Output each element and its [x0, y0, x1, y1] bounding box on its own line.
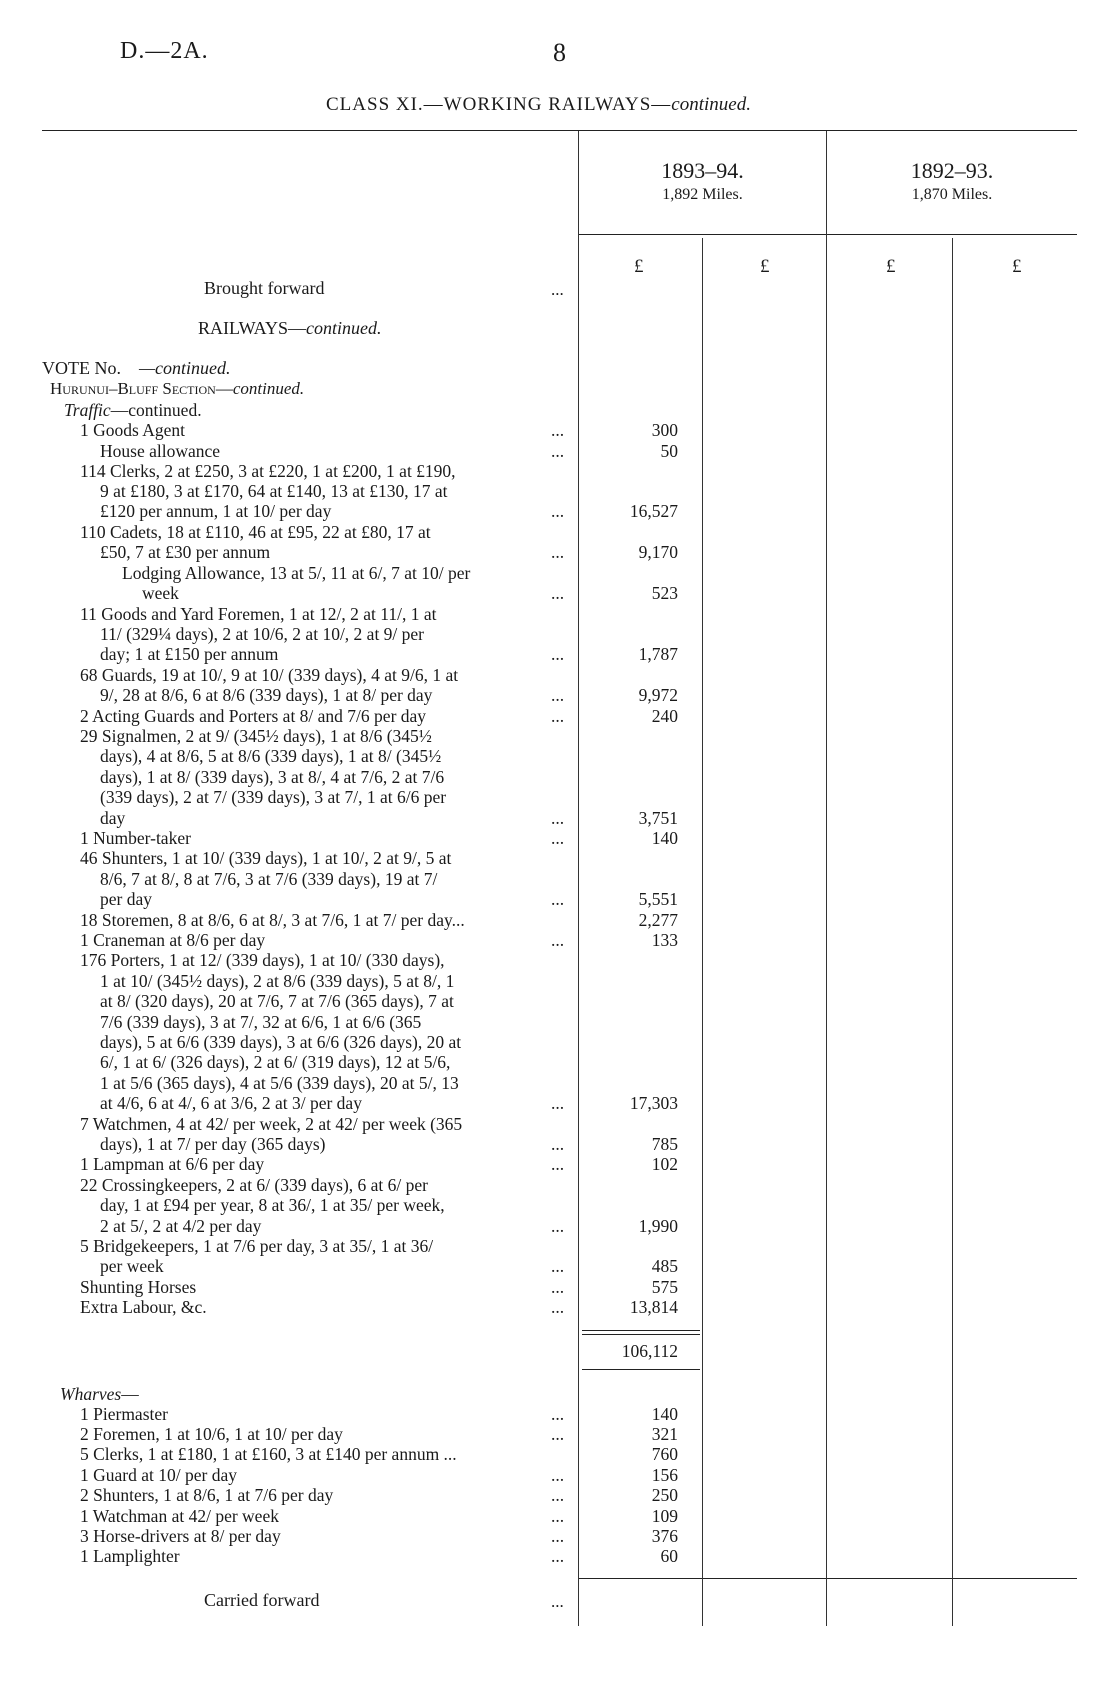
- item-description: 110 Cadets, 18 at £110, 46 at £95, 22 at £80, 17 at: [80, 522, 431, 542]
- item-description: at 8/ (320 days), 20 at 7/6, 7 at 7/6 (365 days), 7 at: [100, 991, 454, 1011]
- pound-symbol: £: [634, 256, 644, 277]
- dot-leader: ...: [551, 1154, 565, 1174]
- amount-1893-94: 300: [651, 420, 678, 440]
- item-description: 2 Acting Guards and Porters at 8/ and 7/6 per day: [80, 706, 427, 726]
- amount-1893-94: 2,277: [638, 910, 678, 930]
- dot-leader: ...: [551, 1506, 565, 1526]
- column-header-rule: [579, 234, 1077, 235]
- amount-1893-94: 485: [651, 1256, 678, 1276]
- amount-1893-94: 13,814: [629, 1297, 678, 1317]
- dot-leader: ...: [551, 685, 565, 705]
- item-description: 5 Bridgekeepers, 1 at 7/6 per day, 3 at 35/, 1 at 36/: [80, 1236, 434, 1256]
- amount-1893-94: 17,303: [629, 1093, 678, 1113]
- amount-1893-94: 1,990: [638, 1216, 678, 1236]
- brought-forward-label: Brought forward: [204, 278, 325, 298]
- column-miles: 1,870 Miles.: [911, 186, 993, 203]
- dot-leader: ...: [551, 889, 565, 909]
- dot-leader: ...: [551, 644, 565, 664]
- pound-symbol: £: [1012, 256, 1022, 277]
- item-description: days), 1 at 8/ (339 days), 3 at 8/, 4 at 7/6, 2 at 7/6: [100, 767, 445, 787]
- amount-1893-94: 1,787: [638, 644, 678, 664]
- dot-leader: ...: [551, 1256, 565, 1276]
- dot-leader: ...: [551, 706, 565, 726]
- item-description: 1 at 10/ (345½ days), 2 at 8/6 (339 days), 5 at 8/, 1: [100, 971, 455, 991]
- item-description: day; 1 at £150 per annum: [100, 644, 279, 664]
- item-description: days), 5 at 6/6 (339 days), 3 at 6/6 (326 days), 20 at: [100, 1032, 462, 1052]
- column-divider-middle: [826, 131, 827, 1626]
- item-description: at 4/6, 6 at 4/, 6 at 3/6, 2 at 3/ per day: [100, 1093, 362, 1113]
- item-description: 176 Porters, 1 at 12/ (339 days), 1 at 10/ (330 days),: [80, 950, 445, 970]
- amount-1893-94: 9,170: [638, 542, 678, 562]
- dot-leader: ...: [551, 1546, 565, 1566]
- dot-leader: ...: [551, 1592, 564, 1611]
- dot-leader: ...: [551, 1465, 565, 1485]
- dot-leader: ...: [551, 1297, 565, 1317]
- item-description: 3 Horse-drivers at 8/ per day: [80, 1526, 281, 1546]
- wharves-label: Wharves—: [60, 1384, 139, 1404]
- item-description: 1 Goods Agent: [80, 420, 185, 440]
- item-description: week: [142, 583, 179, 603]
- item-description: per day: [100, 889, 152, 909]
- dot-leader: ...: [551, 441, 565, 461]
- amount-1893-94: 240: [651, 706, 678, 726]
- item-description: 9/, 28 at 8/6, 6 at 8/6 (339 days), 1 at 8/ per day: [100, 685, 433, 705]
- column-year: 1892–93.: [910, 158, 994, 183]
- item-description: days), 1 at 7/ per day (365 days): [100, 1134, 326, 1154]
- dot-leader: ...: [551, 828, 565, 848]
- amount-1893-94: 16,527: [629, 501, 678, 521]
- item-description: 46 Shunters, 1 at 10/ (339 days), 1 at 10/, 2 at 9/, 5 at: [80, 848, 452, 868]
- amount-1893-94: 575: [651, 1277, 678, 1297]
- column-divider-current-inner: [702, 238, 703, 1626]
- item-description: £50, 7 at £30 per annum: [100, 542, 271, 562]
- column-miles: 1,892 Miles.: [662, 186, 743, 203]
- subtotal-rule: [582, 1334, 700, 1335]
- amount-1893-94: 523: [651, 583, 678, 603]
- column-divider-left: [578, 131, 579, 1626]
- dot-leader: ...: [551, 1216, 565, 1236]
- section-title: RAILWAYS—continued.: [198, 318, 382, 338]
- amount-1893-94: 376: [651, 1526, 678, 1546]
- item-description: 7 Watchmen, 4 at 42/ per week, 2 at 42/ per week (365: [80, 1114, 463, 1134]
- item-description: House allowance: [100, 441, 221, 461]
- item-description: 2 at 5/, 2 at 4/2 per day: [100, 1216, 262, 1236]
- item-description: 6/, 1 at 6/ (326 days), 2 at 6/ (319 days), 12 at 5/6,: [100, 1052, 451, 1072]
- dot-leader: ...: [551, 420, 565, 440]
- amount-1893-94: 50: [660, 441, 678, 461]
- dot-leader: ...: [551, 1404, 565, 1424]
- amount-1893-94: 9,972: [638, 685, 678, 705]
- item-description: 1 Lampman at 6/6 per day: [80, 1154, 265, 1174]
- traffic-label: Traffic—continued.: [64, 400, 202, 420]
- bottom-rule: [579, 1578, 1077, 1579]
- item-description: 1 Piermaster: [80, 1404, 168, 1424]
- vote-label: VOTE No. —continued.: [42, 358, 231, 378]
- page-reference: D.—2A.: [120, 38, 209, 64]
- item-description: Lodging Allowance, 13 at 5/, 11 at 6/, 7 at 10/ per: [122, 563, 471, 583]
- item-description: per week: [100, 1256, 164, 1276]
- amount-1893-94: 785: [651, 1134, 678, 1154]
- amount-1893-94: 5,551: [638, 889, 678, 909]
- traffic-total: 106,112: [621, 1341, 678, 1361]
- item-description: 8/6, 7 at 8/, 8 at 7/6, 3 at 7/6 (339 days), 19 at 7/: [100, 869, 438, 889]
- dot-leader: ...: [551, 1134, 565, 1154]
- amount-1893-94: 102: [651, 1154, 678, 1174]
- amount-1893-94: 760: [651, 1444, 678, 1464]
- dot-leader: ...: [551, 1526, 565, 1546]
- dot-leader: ...: [551, 542, 565, 562]
- pound-symbol: £: [760, 256, 770, 277]
- amount-1893-94: 321: [651, 1424, 678, 1444]
- dot-leader: ...: [551, 501, 565, 521]
- item-description: £120 per annum, 1 at 10/ per day: [100, 501, 332, 521]
- subtotal-rule: [582, 1330, 700, 1331]
- item-description: 1 at 5/6 (365 days), 4 at 5/6 (339 days), 20 at 5/, 13: [100, 1073, 459, 1093]
- amount-1893-94: 156: [651, 1465, 678, 1485]
- item-description: (339 days), 2 at 7/ (339 days), 3 at 7/, 1 at 6/6 per: [100, 787, 447, 807]
- page-number: 8: [553, 38, 566, 67]
- subtotal-rule: [582, 1369, 700, 1370]
- item-description: 11 Goods and Yard Foremen, 1 at 12/, 2 at 11/, 1 at: [80, 604, 437, 624]
- item-description: Shunting Horses: [80, 1277, 197, 1297]
- item-description: 29 Signalmen, 2 at 9/ (345½ days), 1 at 8/6 (345½: [80, 726, 432, 746]
- item-description: 2 Shunters, 1 at 8/6, 1 at 7/6 per day: [80, 1485, 334, 1505]
- item-description: 22 Crossingkeepers, 2 at 6/ (339 days), 6 at 6/ per: [80, 1175, 428, 1195]
- item-description: 1 Watchman at 42/ per week: [80, 1506, 279, 1526]
- amount-1893-94: 133: [651, 930, 678, 950]
- amount-1893-94: 140: [651, 828, 678, 848]
- column-year: 1893–94.: [661, 158, 744, 183]
- dot-leader: ...: [551, 1277, 565, 1297]
- subsection-title: Hurunui–Bluff Section—continued.: [50, 379, 305, 398]
- column-header-1893-94: [579, 158, 826, 204]
- item-description: Extra Labour, &c.: [80, 1297, 207, 1317]
- page-title: CLASS XI.—WORKING RAILWAYS—continued.: [326, 94, 751, 115]
- item-description: 18 Storemen, 8 at 8/6, 6 at 8/, 3 at 7/6, 1 at 7/ per day...: [80, 910, 465, 930]
- item-description: 9 at £180, 3 at £170, 64 at £140, 13 at £130, 17 at: [100, 481, 448, 501]
- item-description: 11/ (329¼ days), 2 at 10/6, 2 at 10/, 2 at 9/ per: [100, 624, 425, 644]
- table-top-rule: [42, 130, 1077, 131]
- dot-leader: ...: [551, 280, 564, 299]
- dot-leader: ...: [551, 808, 565, 828]
- item-description: 7/6 (339 days), 3 at 7/, 32 at 6/6, 1 at 6/6 (365: [100, 1012, 422, 1032]
- item-description: 2 Foremen, 1 at 10/6, 1 at 10/ per day: [80, 1424, 343, 1444]
- amount-1893-94: 140: [651, 1404, 678, 1424]
- carried-forward-label: Carried forward: [204, 1590, 320, 1610]
- amount-1893-94: 60: [660, 1546, 678, 1566]
- dot-leader: ...: [551, 930, 565, 950]
- amount-1893-94: 3,751: [638, 808, 678, 828]
- item-description: 5 Clerks, 1 at £180, 1 at £160, 3 at £140 per annum ...: [80, 1444, 457, 1464]
- item-description: 1 Guard at 10/ per day: [80, 1465, 237, 1485]
- dot-leader: ...: [551, 583, 565, 603]
- amount-1893-94: 109: [651, 1506, 678, 1526]
- item-description: 1 Craneman at 8/6 per day: [80, 930, 266, 950]
- item-description: day, 1 at £94 per year, 8 at 36/, 1 at 35/ per week,: [100, 1195, 445, 1215]
- dot-leader: ...: [551, 1485, 565, 1505]
- item-description: 1 Lamplighter: [80, 1546, 180, 1566]
- item-description: days), 4 at 8/6, 5 at 8/6 (339 days), 1 at 8/ (345½: [100, 746, 442, 766]
- dot-leader: ...: [551, 1424, 565, 1444]
- column-header-1892-93: [827, 158, 1077, 204]
- item-description: 1 Number-taker: [80, 828, 191, 848]
- item-description: 114 Clerks, 2 at £250, 3 at £220, 1 at £200, 1 at £190,: [80, 461, 456, 481]
- amount-1893-94: 250: [651, 1485, 678, 1505]
- item-description: day: [100, 808, 126, 828]
- dot-leader: ...: [551, 1093, 565, 1113]
- column-divider-previous-inner: [952, 238, 953, 1626]
- item-description: 68 Guards, 19 at 10/, 9 at 10/ (339 days), 4 at 9/6, 1 at: [80, 665, 459, 685]
- pound-symbol: £: [886, 256, 896, 277]
